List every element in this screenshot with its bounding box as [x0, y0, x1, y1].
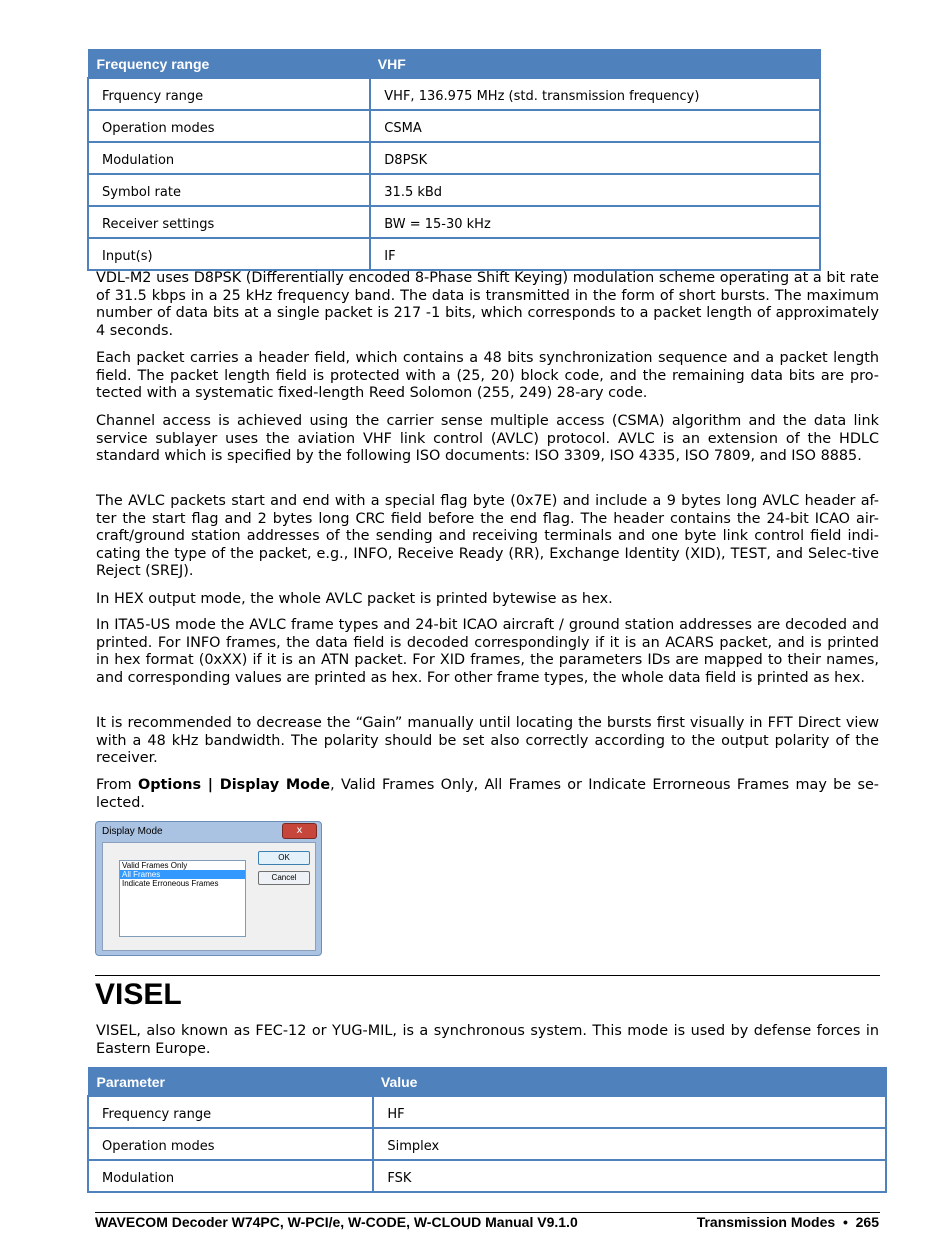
table-row: [88, 174, 820, 206]
ok-button[interactable]: OK: [258, 851, 310, 865]
footer-page-info: [697, 1214, 879, 1230]
param-cell: Modulation: [88, 142, 370, 174]
spec-table-vdl: [87, 49, 821, 271]
display-mode-dialog: [95, 821, 322, 956]
footer-section: Transmission Modes: [696, 1214, 836, 1230]
close-icon[interactable]: x: [282, 823, 317, 839]
table-row: [88, 1128, 886, 1160]
table-row: [88, 110, 820, 142]
value-cell: IF: [370, 238, 820, 270]
paragraph-vdl-intro: VDL-M2 uses D8PSK (Differentially encoded 8-Phase Shift Keying) modulation scheme operating at a bit rate of 31.5 kbps in a 25 kHz frequency band. The data is transmitted in the form of short bursts. The maximum number of data bits at a single packet is 217 -1 bits, which corresponds to a packet length of approximately 4 seconds.: [96, 270, 879, 339]
spec-table-visel: [87, 1067, 887, 1193]
table-row: [88, 238, 820, 270]
table-row: [88, 142, 820, 174]
param-cell: Operation modes: [88, 110, 370, 142]
list-item[interactable]: Valid Frames Only: [122, 861, 188, 870]
section-divider: [95, 975, 880, 976]
paragraph-hex-mode: In HEX output mode, the whole AVLC packet is printed bytewise as hex.: [96, 591, 613, 607]
value-cell: FSK: [373, 1160, 886, 1192]
header-cell: Parameter: [88, 1068, 373, 1097]
paragraph-avlc-packets: The AVLC packets start and end with a special flag byte (0x7E) and include a 9 bytes long AVLC header af-ter the start flag and 2 bytes long CRC field before the end flag. The header contains the 24-bit ICAO air-craft/ground station addresses of the sending and receiving terminals and one byte link control field indi-cating the type of the packet, e.g., INFO, Receive Ready (RR), Exchange Identity (XID), TEST, and Selec-tive Reject (SREJ).: [96, 493, 879, 580]
value-cell: Simplex: [373, 1128, 886, 1160]
param-cell: Operation modes: [88, 1128, 373, 1160]
paragraph-visel-intro: VISEL, also known as FEC-12 or YUG-MIL, is a synchronous system. This mode is used by defense forces in Eastern Europe.: [96, 1023, 879, 1057]
paragraph-ita5-mode: In ITA5-US mode the AVLC frame types and 24-bit ICAO aircraft / ground station addresses are decoded and printed. For INFO frames, the data field is decoded correspondingly if it is an ACARS packet, and is printed in hex format (0xXX) if it is an ATN packet. For XID frames, the parameters IDs are mapped to their names, and corresponding values are printed as hex. For other frame types, the whole data field is printed as hex.: [96, 617, 879, 686]
list-item-selected[interactable]: All Frames: [120, 870, 245, 879]
dialog-title: Display Mode: [102, 826, 163, 837]
param-cell: Frquency range: [88, 78, 370, 110]
list-item[interactable]: Indicate Erroneous Frames: [122, 879, 219, 888]
options-prefix: From: [96, 777, 138, 793]
table-header-row: [88, 1068, 886, 1097]
header-cell: Value: [373, 1068, 886, 1097]
footer-rule: [95, 1212, 880, 1213]
table-row: [88, 1096, 886, 1128]
page-number: 265: [855, 1214, 879, 1230]
header-cell: Frequency range: [88, 50, 370, 79]
table-row: [88, 1160, 886, 1192]
param-cell: Symbol rate: [88, 174, 370, 206]
table-header-row: [88, 50, 820, 79]
menu-path: Options | Display Mode: [137, 777, 331, 793]
param-cell: Receiver settings: [88, 206, 370, 238]
footer-title: WAVECOM Decoder W74PC, W-PCI/e, W-CODE, W-CLOUD Manual V9.1.0: [95, 1214, 578, 1230]
value-cell: BW = 15-30 kHz: [370, 206, 820, 238]
paragraph-options: [96, 777, 879, 812]
paragraph-gain: It is recommended to decrease the “Gain” manually until locating the bursts first visually in FFT Direct view with a 48 kHz bandwidth. The polarity should be set also correctly according to the output polarity of the receiver.: [96, 715, 879, 767]
dialog-body: [102, 842, 316, 951]
value-cell: CSMA: [370, 110, 820, 142]
value-cell: D8PSK: [370, 142, 820, 174]
cancel-button[interactable]: Cancel: [258, 871, 310, 885]
value-cell: VHF, 136.975 MHz (std. transmission frequency): [370, 78, 820, 110]
table-row: [88, 78, 820, 110]
value-cell: HF: [373, 1096, 886, 1128]
header-cell: VHF: [370, 50, 820, 79]
table-row: [88, 206, 820, 238]
value-cell: 31.5 kBd: [370, 174, 820, 206]
section-heading: VISEL: [95, 978, 182, 1011]
paragraph-packet-header: Each packet carries a header field, which contains a 48 bits synchronization sequence and a packet length field. The packet length field is protected with a (25, 20) block code, and the remaining data bits are pro-tected with a systematic fixed-length Reed Solomon (255, 249) 28-ary code.: [96, 350, 879, 402]
options-suffix: , Valid Frames Only, All Frames or Indicate Errorneous Frames may be se-lected.: [96, 777, 879, 811]
display-mode-list[interactable]: [119, 860, 246, 937]
param-cell: Modulation: [88, 1160, 373, 1192]
param-cell: Input(s): [88, 238, 370, 270]
paragraph-channel-access: Channel access is achieved using the carrier sense multiple access (CSMA) algorithm and the data link service sublayer uses the aviation VHF link control (AVLC) protocol. AVLC is an extension of the HDLC standard which is specified by the following ISO documents: ISO 3309, ISO 4335, ISO 7809, and ISO 8885.: [96, 413, 879, 465]
param-cell: Frequency range: [88, 1096, 373, 1128]
bullet-icon: •: [842, 1214, 848, 1230]
